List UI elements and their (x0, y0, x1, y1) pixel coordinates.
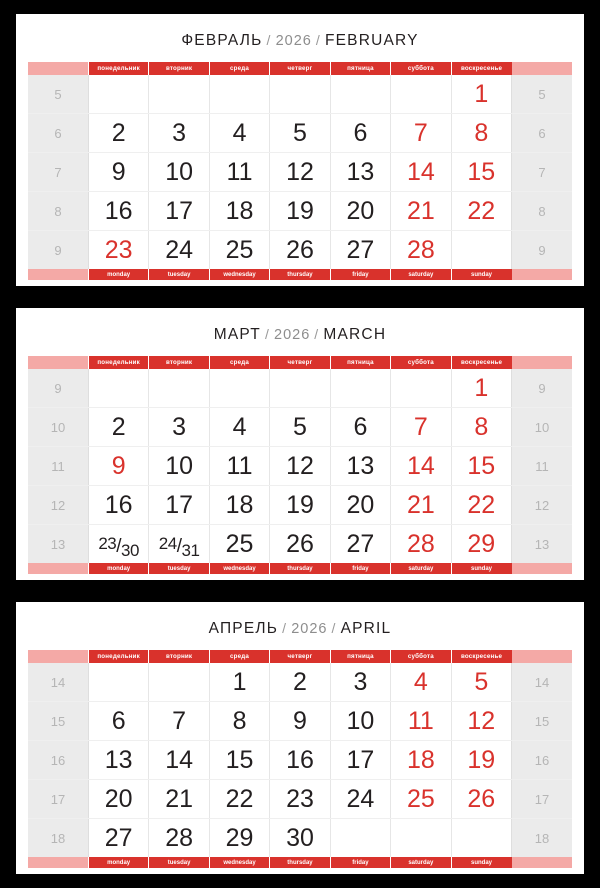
weekday-footer-monday: monday (88, 563, 148, 574)
calendar-empty-cell (451, 819, 511, 858)
week-number-footer (28, 269, 88, 280)
weekday-footer-thursday: thursday (270, 269, 330, 280)
calendar-day-cell[interactable]: 20 (330, 486, 390, 525)
weekday-header-monday: понедельник (88, 356, 148, 369)
week-number-right: 9 (512, 231, 573, 270)
week-number-right: 16 (512, 741, 573, 780)
calendar-empty-cell (270, 369, 330, 408)
month-year: 2026 (274, 327, 311, 343)
calendar-day-cell[interactable]: 11 (209, 153, 269, 192)
week-number-left: 8 (28, 192, 88, 231)
weekday-header-wednesday: среда (209, 650, 269, 663)
calendar-week-row (28, 153, 572, 192)
weekday-footer-friday: friday (330, 857, 390, 868)
calendar-day-cell[interactable]: 6 (330, 408, 390, 447)
calendar-day-cell[interactable]: 19 (451, 741, 511, 780)
calendar-day-cell[interactable]: 28 (391, 525, 451, 564)
calendar-day-cell[interactable]: 15 (209, 741, 269, 780)
week-number-left: 17 (28, 780, 88, 819)
week-number-right: 7 (512, 153, 573, 192)
calendar-day-double: $^{23}/_{30}$ (98, 533, 139, 560)
weekday-footer-wednesday: wednesday (209, 563, 269, 574)
calendar-day-cell[interactable]: 18 (209, 192, 269, 231)
weekday-footer-row (28, 563, 572, 574)
calendar-day-cell[interactable]: 10 (149, 447, 209, 486)
week-number-left: 9 (28, 231, 88, 270)
calendar-day-cell[interactable]: 24 (149, 231, 209, 270)
calendar-day-cell[interactable]: 1 (451, 369, 511, 408)
weekday-header-monday: понедельник (88, 62, 148, 75)
calendar-week-row (28, 231, 572, 270)
calendar-week-row (28, 486, 572, 525)
title-separator: / (282, 620, 288, 636)
calendar-day-cell[interactable]: 7 (391, 408, 451, 447)
calendar-body-february (28, 75, 572, 269)
weekday-header-friday: пятница (330, 356, 390, 369)
week-number-right: 5 (512, 75, 573, 114)
calendar-empty-cell (88, 75, 148, 114)
calendar-empty-cell (149, 369, 209, 408)
calendar-day-cell[interactable]: 13 (330, 447, 390, 486)
calendar-day-cell[interactable]: 6 (330, 114, 390, 153)
week-number-left: 13 (28, 525, 88, 564)
calendar-day-cell[interactable]: 12 (270, 153, 330, 192)
calendar-empty-cell (391, 369, 451, 408)
week-number-header-right (512, 356, 573, 369)
calendar-day-cell[interactable]: 28 (149, 819, 209, 858)
calendar-day-cell[interactable]: 10 (149, 153, 209, 192)
calendar-week-row (28, 447, 572, 486)
calendar-day-cell[interactable]: 3 (149, 114, 209, 153)
week-number-right: 14 (512, 663, 573, 702)
calendar-day-cell[interactable]: 16 (88, 486, 148, 525)
month-title (16, 602, 584, 650)
calendar-day-cell[interactable]: 1 (451, 75, 511, 114)
calendar-day-cell[interactable]: 3 (149, 408, 209, 447)
calendar-day-cell[interactable]: 23 (88, 231, 148, 270)
calendar-day-cell[interactable]: 29 (209, 819, 269, 858)
calendar-empty-cell (451, 231, 511, 270)
month-block-april (16, 602, 584, 874)
weekday-footer-saturday: saturday (391, 563, 451, 574)
calendar-day-cell[interactable]: 5 (451, 663, 511, 702)
calendar-day-cell[interactable]: 29 (451, 525, 511, 564)
weekday-header-tuesday: вторник (149, 62, 209, 75)
calendar-day-cell[interactable]: 14 (149, 741, 209, 780)
calendar-day-cell[interactable]: 11 (209, 447, 269, 486)
calendar-day-cell[interactable]: 15 (451, 153, 511, 192)
calendar-week-row (28, 525, 572, 564)
weekday-header-sunday: воскресенье (451, 650, 511, 663)
month-title (16, 14, 584, 62)
calendar-day-cell[interactable]: 18 (209, 486, 269, 525)
weekday-footer-friday: friday (330, 269, 390, 280)
week-number-footer-right (512, 269, 573, 280)
calendar-day-cell[interactable]: 25 (391, 780, 451, 819)
week-number-left: 14 (28, 663, 88, 702)
week-number-header (28, 650, 88, 663)
calendar-day-cell[interactable]: 6 (88, 702, 148, 741)
calendar-day-cell[interactable]: 14 (391, 447, 451, 486)
calendar-day-cell[interactable]: 12 (270, 447, 330, 486)
weekday-header-friday: пятница (330, 650, 390, 663)
calendar-week-row (28, 75, 572, 114)
calendar-day-cell[interactable]: 27 (330, 231, 390, 270)
calendar-day-cell[interactable]: 24 (330, 780, 390, 819)
week-number-right: 6 (512, 114, 573, 153)
week-number-left: 12 (28, 486, 88, 525)
calendar-day-cell[interactable]: 2 (88, 114, 148, 153)
weekday-footer-wednesday: wednesday (209, 857, 269, 868)
weekday-footer-thursday: thursday (270, 563, 330, 574)
month-name-ru: МАРТ (213, 326, 261, 343)
calendar-day-cell[interactable]: 23 (270, 780, 330, 819)
calendar-day-cell[interactable]: 5 (270, 408, 330, 447)
calendar-day-cell[interactable]: 20 (330, 192, 390, 231)
calendar-day-cell[interactable]: 13 (330, 153, 390, 192)
week-number-left: 6 (28, 114, 88, 153)
calendar-day-cell[interactable]: 25 (209, 525, 269, 564)
calendar-day-cell[interactable]: 27 (330, 525, 390, 564)
calendar-day-cell[interactable]: 20 (88, 780, 148, 819)
calendar-day-cell[interactable]: 15 (451, 447, 511, 486)
weekday-header-row (28, 62, 572, 75)
weekday-footer-sunday: sunday (451, 269, 511, 280)
weekday-header-monday: понедельник (88, 650, 148, 663)
calendar-day-cell[interactable]: 22 (451, 486, 511, 525)
weekday-footer-row (28, 269, 572, 280)
calendar-day-cell[interactable]: 4 (209, 114, 269, 153)
calendar-day-cell[interactable]: 17 (149, 192, 209, 231)
week-number-right: 17 (512, 780, 573, 819)
calendar-empty-cell (391, 75, 451, 114)
week-number-right: 18 (512, 819, 573, 858)
week-number-right: 8 (512, 192, 573, 231)
calendar-table (28, 356, 572, 574)
calendar-week-row (28, 663, 572, 702)
weekday-footer-row (28, 857, 572, 868)
week-number-footer (28, 563, 88, 574)
month-name-en: MARCH (323, 326, 387, 343)
title-separator: / (314, 326, 320, 342)
week-number-header-right (512, 62, 573, 75)
month-name-en: APRIL (340, 620, 392, 637)
calendar-empty-cell (88, 369, 148, 408)
calendar-empty-cell (149, 663, 209, 702)
calendar-day-cell[interactable]: 5 (270, 114, 330, 153)
calendar-empty-cell (330, 819, 390, 858)
calendar-empty-cell (270, 75, 330, 114)
calendar-day-cell[interactable]: 26 (270, 231, 330, 270)
week-number-header (28, 356, 88, 369)
calendar-day-cell[interactable]: 14 (391, 153, 451, 192)
calendar-day-cell[interactable]: 8 (451, 408, 511, 447)
calendar-day-cell[interactable]: 3 (330, 663, 390, 702)
calendar-table (28, 62, 572, 280)
calendar-week-row (28, 369, 572, 408)
calendar-day-cell[interactable]: 17 (149, 486, 209, 525)
week-number-right: 12 (512, 486, 573, 525)
week-number-footer (28, 857, 88, 868)
week-number-right: 9 (512, 369, 573, 408)
weekday-header-saturday: суббота (391, 356, 451, 369)
calendar-day-cell[interactable]: 13 (88, 741, 148, 780)
weekday-header-sunday: воскресенье (451, 356, 511, 369)
week-number-header (28, 62, 88, 75)
month-name-en: FEBRUARY (324, 32, 419, 49)
week-number-right: 10 (512, 408, 573, 447)
calendar-day-cell[interactable]: 28 (391, 231, 451, 270)
weekday-footer-sunday: sunday (451, 563, 511, 574)
weekday-footer-thursday: thursday (270, 857, 330, 868)
calendar-table (28, 650, 572, 868)
weekday-footer-tuesday: tuesday (149, 563, 209, 574)
calendar-empty-cell (88, 663, 148, 702)
calendar-week-row (28, 741, 572, 780)
calendar-day-cell[interactable]: 11 (391, 702, 451, 741)
calendar-empty-cell (391, 819, 451, 858)
month-name-ru: АПРЕЛЬ (208, 620, 279, 637)
week-number-left: 11 (28, 447, 88, 486)
calendar-empty-cell (149, 75, 209, 114)
calendar-day-cell[interactable]: 22 (209, 780, 269, 819)
weekday-header-tuesday: вторник (149, 356, 209, 369)
calendar-empty-cell (330, 75, 390, 114)
weekday-header-saturday: суббота (391, 650, 451, 663)
calendar-day-cell[interactable]: 7 (149, 702, 209, 741)
calendar-day-cell[interactable]: 12 (451, 702, 511, 741)
calendar-day-cell[interactable]: 27 (88, 819, 148, 858)
week-number-left: 9 (28, 369, 88, 408)
calendar-day-double: $^{24}/_{31}$ (158, 533, 200, 560)
calendar-empty-cell (330, 369, 390, 408)
week-number-footer-right (512, 857, 573, 868)
week-number-left: 5 (28, 75, 88, 114)
calendar-day-cell[interactable]: 26 (270, 525, 330, 564)
calendar-week-row (28, 408, 572, 447)
month-block-february (16, 14, 584, 286)
calendar-day-cell[interactable]: 17 (330, 741, 390, 780)
calendar-day-cell[interactable]: 9 (270, 702, 330, 741)
weekday-footer-monday: monday (88, 857, 148, 868)
weekday-header-tuesday: вторник (149, 650, 209, 663)
weekday-header-thursday: четверг (270, 356, 330, 369)
week-number-left: 15 (28, 702, 88, 741)
calendar-day-cell[interactable]: 2 (270, 663, 330, 702)
calendar-body-april (28, 663, 572, 857)
title-separator: / (331, 620, 337, 636)
calendar-day-cell[interactable]: 1 (209, 663, 269, 702)
title-separator: / (315, 32, 321, 48)
calendar-day-cell[interactable] (88, 525, 148, 564)
week-number-left: 16 (28, 741, 88, 780)
weekday-header-row (28, 650, 572, 663)
weekday-header-friday: пятница (330, 62, 390, 75)
calendar-day-cell[interactable]: 2 (88, 408, 148, 447)
week-number-right: 15 (512, 702, 573, 741)
calendar-day-cell[interactable]: 7 (391, 114, 451, 153)
weekday-footer-sunday: sunday (451, 857, 511, 868)
calendar-day-cell[interactable]: 4 (209, 408, 269, 447)
calendar-empty-cell (209, 369, 269, 408)
week-number-header-right (512, 650, 573, 663)
week-number-footer-right (512, 563, 573, 574)
calendar-day-cell[interactable]: 4 (391, 663, 451, 702)
calendar-week-row (28, 702, 572, 741)
calendar-day-cell[interactable]: 19 (270, 486, 330, 525)
title-separator: / (264, 326, 271, 342)
calendar-day-cell[interactable]: 21 (391, 486, 451, 525)
calendar-day-cell[interactable] (149, 525, 209, 564)
calendar-day-cell[interactable]: 26 (451, 780, 511, 819)
month-title (16, 308, 584, 356)
week-number-left: 7 (28, 153, 88, 192)
weekday-header-row (28, 356, 572, 369)
weekday-header-saturday: суббота (391, 62, 451, 75)
calendar-day-cell[interactable]: 22 (451, 192, 511, 231)
calendar-day-cell[interactable]: 8 (209, 702, 269, 741)
calendar-day-cell[interactable]: 16 (270, 741, 330, 780)
weekday-footer-friday: friday (330, 563, 390, 574)
calendar-day-cell[interactable]: 8 (451, 114, 511, 153)
weekday-header-wednesday: среда (209, 356, 269, 369)
weekday-footer-monday: monday (88, 269, 148, 280)
weekday-header-thursday: четверг (270, 650, 330, 663)
calendar-empty-cell (209, 75, 269, 114)
calendar-day-cell[interactable]: 21 (149, 780, 209, 819)
weekday-footer-wednesday: wednesday (209, 269, 269, 280)
calendar-week-row (28, 192, 572, 231)
week-number-left: 18 (28, 819, 88, 858)
calendar-day-cell[interactable]: 19 (270, 192, 330, 231)
calendar-day-cell[interactable]: 10 (330, 702, 390, 741)
calendar-day-cell[interactable]: 21 (391, 192, 451, 231)
weekday-footer-saturday: saturday (391, 269, 451, 280)
calendar-day-cell[interactable]: 9 (88, 153, 148, 192)
week-number-right: 13 (512, 525, 573, 564)
weekday-footer-tuesday: tuesday (149, 269, 209, 280)
month-year: 2026 (291, 621, 328, 637)
calendar-week-row (28, 819, 572, 858)
weekday-header-sunday: воскресенье (451, 62, 511, 75)
calendar-day-cell[interactable]: 25 (209, 231, 269, 270)
calendar-day-cell[interactable]: 16 (88, 192, 148, 231)
calendar-week-row (28, 114, 572, 153)
weekday-footer-tuesday: tuesday (149, 857, 209, 868)
calendar-day-cell[interactable]: 18 (391, 741, 451, 780)
month-year: 2026 (275, 33, 312, 49)
calendar-day-cell[interactable]: 30 (270, 819, 330, 858)
weekday-header-wednesday: среда (209, 62, 269, 75)
week-number-right: 11 (512, 447, 573, 486)
calendar-week-row (28, 780, 572, 819)
month-name-ru: ФЕВРАЛЬ (181, 32, 263, 49)
title-separator: / (266, 32, 272, 48)
calendar-day-cell[interactable]: 9 (88, 447, 148, 486)
week-number-left: 10 (28, 408, 88, 447)
calendar-body-march (28, 369, 572, 563)
weekday-header-thursday: четверг (270, 62, 330, 75)
month-block-march (16, 308, 584, 580)
weekday-footer-saturday: saturday (391, 857, 451, 868)
